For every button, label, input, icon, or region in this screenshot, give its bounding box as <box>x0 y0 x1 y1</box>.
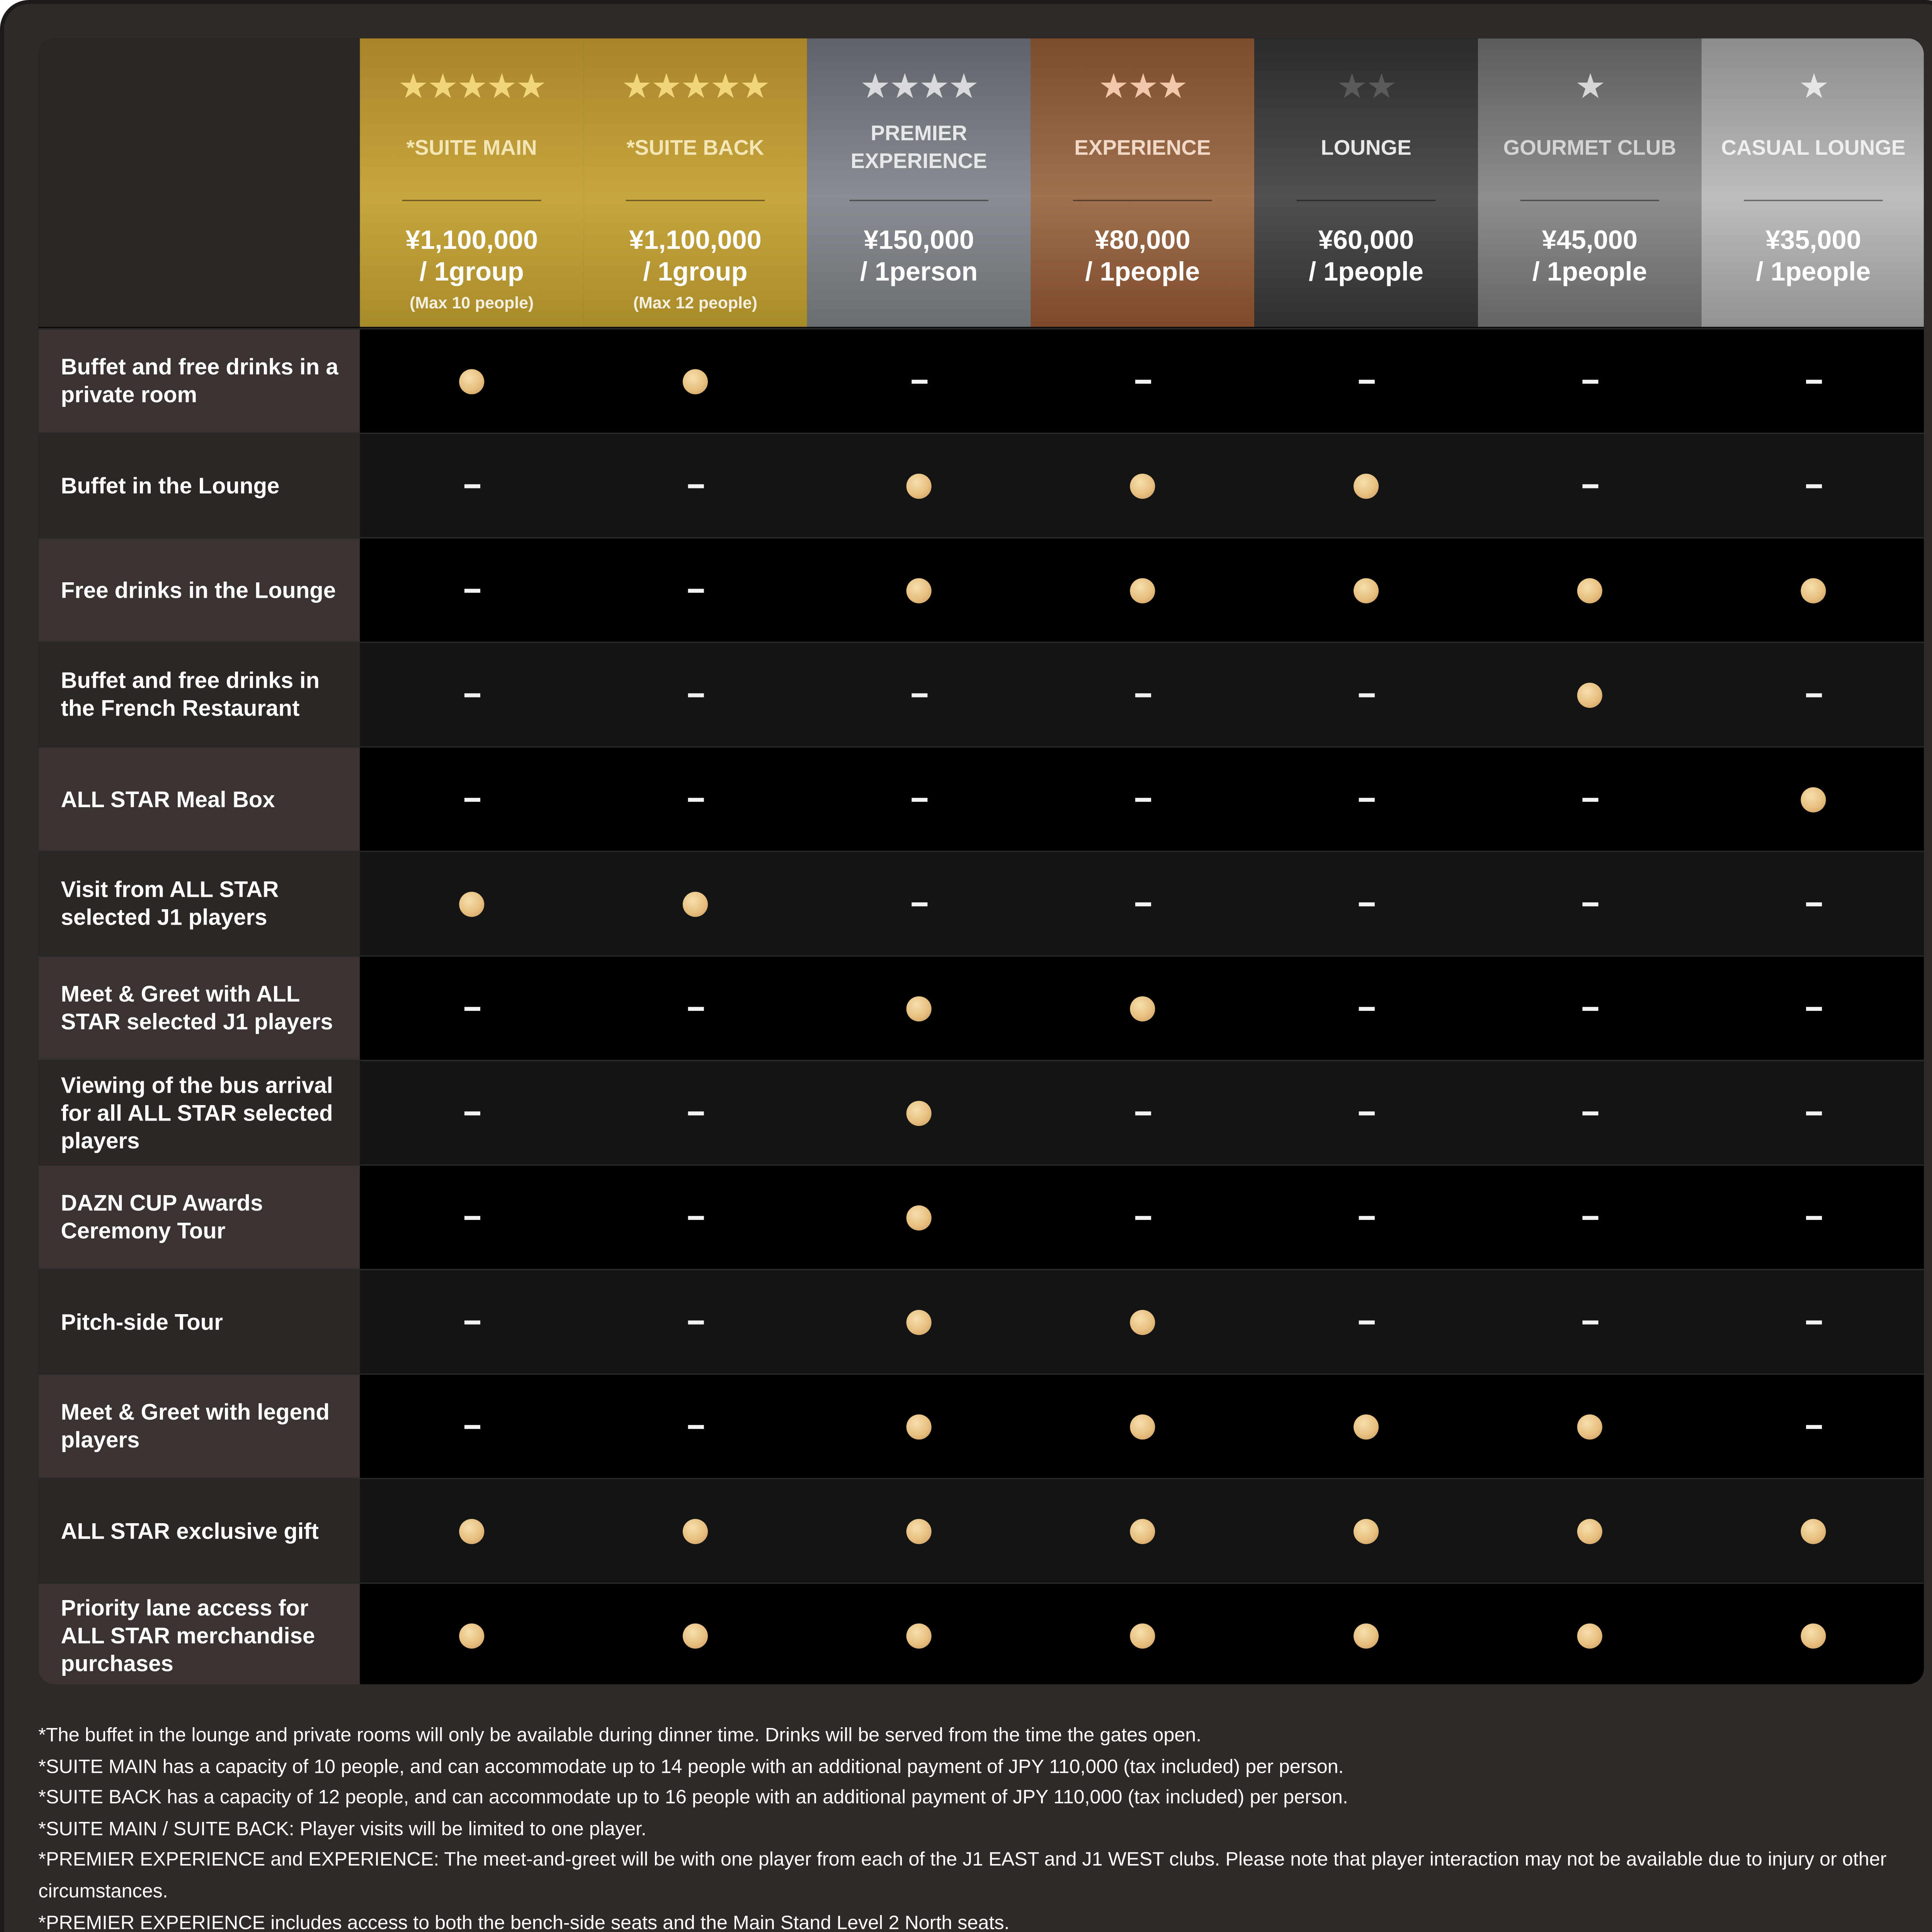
table-cell <box>807 1270 1031 1373</box>
not-included-dash-icon <box>1805 484 1821 488</box>
not-included-dash-icon <box>911 379 927 383</box>
table-cell <box>1478 748 1702 851</box>
table-cell <box>807 643 1031 746</box>
table-cell <box>807 957 1031 1060</box>
not-included-dash-icon <box>1805 693 1821 697</box>
not-included-dash-icon <box>1134 797 1150 801</box>
table-cell <box>583 1061 807 1164</box>
capacity-note: (Max 10 people) <box>410 294 534 313</box>
not-included-dash-icon <box>464 1111 480 1115</box>
table-cell <box>583 1584 807 1684</box>
included-dot-icon <box>683 891 708 916</box>
not-included-dash-icon <box>687 797 703 801</box>
table-cell <box>1254 852 1478 955</box>
column-name: CASUAL LOUNGE <box>1721 137 1906 160</box>
table-cell <box>1478 1375 1702 1478</box>
table-cell <box>807 1584 1031 1684</box>
table-cell <box>807 1375 1031 1478</box>
header-divider <box>1520 200 1659 201</box>
not-included-dash-icon <box>1805 1215 1821 1219</box>
table-cell <box>807 330 1031 433</box>
table-cell <box>360 852 583 955</box>
footnote-line: *SUITE MAIN has a capacity of 10 people, and can accommodate up to 14 people with an additional payment of JPY 110,000 (tax included) per person. <box>38 1756 1344 1778</box>
not-included-dash-icon <box>687 588 703 592</box>
column-name: LOUNGE <box>1321 137 1412 160</box>
not-included-dash-icon <box>1582 797 1598 801</box>
column-header <box>1254 38 1478 327</box>
table-cell <box>583 748 807 851</box>
included-dot-icon <box>1577 682 1602 707</box>
not-included-dash-icon <box>687 484 703 488</box>
table-row <box>38 851 1924 956</box>
column-name: GOURMET CLUB <box>1503 137 1676 160</box>
included-dot-icon <box>1577 1623 1602 1648</box>
column-price <box>1031 225 1254 288</box>
not-included-dash-icon <box>1805 1424 1821 1428</box>
table-cell <box>360 957 583 1060</box>
included-dot-icon <box>683 369 708 394</box>
row-label: Viewing of the bus arrival for all ALL STAR selected players <box>38 1061 360 1164</box>
included-dot-icon <box>1801 1623 1826 1648</box>
table-row <box>38 433 1924 537</box>
row-label: ALL STAR Meal Box <box>38 748 360 851</box>
included-dot-icon <box>1801 1518 1826 1543</box>
price-unit: / 1people <box>1085 258 1200 287</box>
table-cell <box>583 1166 807 1269</box>
table-cell <box>1031 1479 1254 1582</box>
not-included-dash-icon <box>1134 1111 1150 1115</box>
column-header <box>807 38 1031 327</box>
table-cell <box>1031 1166 1254 1269</box>
column-name: EXPERIENCE <box>1074 137 1211 160</box>
column-name: PREMIER EXPERIENCE <box>850 123 987 173</box>
not-included-dash-icon <box>687 1215 703 1219</box>
table-cell <box>1031 539 1254 642</box>
table-cell <box>583 1270 807 1373</box>
table-cell <box>1254 434 1478 537</box>
not-included-dash-icon <box>911 693 927 697</box>
table-cell <box>583 330 807 433</box>
included-dot-icon <box>906 1518 932 1543</box>
column-price <box>360 225 583 288</box>
table-cell <box>1254 539 1478 642</box>
included-dot-icon <box>906 1205 932 1230</box>
price-unit: / 1people <box>1756 258 1871 287</box>
table-cell <box>360 1166 583 1269</box>
row-label: Buffet in the Lounge <box>38 434 360 537</box>
column-header <box>360 38 583 327</box>
included-dot-icon <box>1577 1518 1602 1543</box>
included-dot-icon <box>1354 473 1379 498</box>
included-dot-icon <box>683 1518 708 1543</box>
table-cell <box>1702 1270 1924 1373</box>
not-included-dash-icon <box>1805 379 1821 383</box>
footnote-line: *PREMIER EXPERIENCE and EXPERIENCE: The meet-and-greet will be with one player from each of the J1 EAST and J1 WEST clubs. Please note that player interaction may not be available due to injury or other circumstances. <box>38 1850 1887 1903</box>
table-cell <box>1254 1375 1478 1478</box>
footnote-line: *SUITE MAIN / SUITE BACK: Player visits will be limited to one player. <box>38 1819 646 1840</box>
table-cell <box>583 434 807 537</box>
table-cell <box>1254 1270 1478 1373</box>
price-amount: ¥45,000 <box>1542 226 1638 255</box>
table-cell <box>360 1270 583 1373</box>
column-name: *SUITE BACK <box>626 137 764 160</box>
not-included-dash-icon <box>464 797 480 801</box>
table-row <box>38 1582 1924 1684</box>
row-label: Free drinks in the Lounge <box>38 539 360 642</box>
included-dot-icon <box>1354 1414 1379 1439</box>
row-label: Pitch-side Tour <box>38 1270 360 1373</box>
table-cell <box>807 539 1031 642</box>
header-divider <box>626 200 765 201</box>
header-divider <box>402 200 541 201</box>
column-header <box>1478 38 1702 327</box>
row-label: Meet & Greet with legend players <box>38 1375 360 1478</box>
not-included-dash-icon <box>687 1006 703 1010</box>
not-included-dash-icon <box>1358 379 1374 383</box>
not-included-dash-icon <box>911 797 927 801</box>
table-cell <box>1254 1584 1478 1684</box>
table-cell <box>807 852 1031 955</box>
table-row <box>38 642 1924 747</box>
table-row <box>38 1164 1924 1269</box>
table-cell <box>1702 643 1924 746</box>
not-included-dash-icon <box>1582 1111 1598 1115</box>
table-cell <box>1031 852 1254 955</box>
price-unit: / 1group <box>643 258 748 287</box>
not-included-dash-icon <box>1358 797 1374 801</box>
column-name: *SUITE MAIN <box>406 137 537 160</box>
not-included-dash-icon <box>1582 1320 1598 1324</box>
not-included-dash-icon <box>1582 1006 1598 1010</box>
included-dot-icon <box>1130 996 1155 1021</box>
star-rating-icon: ★★★★ <box>860 67 978 107</box>
table-cell <box>360 539 583 642</box>
table-cell <box>807 1061 1031 1164</box>
not-included-dash-icon <box>464 588 480 592</box>
price-unit: / 1group <box>419 258 524 287</box>
row-label: Buffet and free drinks in the French Restaurant <box>38 643 360 746</box>
included-dot-icon <box>1130 1414 1155 1439</box>
included-dot-icon <box>459 891 484 916</box>
price-amount: ¥1,100,000 <box>405 226 538 255</box>
table-cell <box>1702 1479 1924 1582</box>
included-dot-icon <box>459 1623 484 1648</box>
table-cell <box>583 643 807 746</box>
included-dot-icon <box>1577 1414 1602 1439</box>
not-included-dash-icon <box>1582 1215 1598 1219</box>
footnote-line: *PREMIER EXPERIENCE includes access to both the bench-side seats and the Main Stand Level 2 North seats. <box>38 1912 1010 1932</box>
table-cell <box>807 748 1031 851</box>
table-cell <box>1478 330 1702 433</box>
not-included-dash-icon <box>1805 1111 1821 1115</box>
footnote-line: *SUITE BACK has a capacity of 12 people, and can accommodate up to 16 people with an additional payment of JPY 110,000 (tax included) per person. <box>38 1787 1348 1809</box>
not-included-dash-icon <box>687 693 703 697</box>
not-included-dash-icon <box>1358 1215 1374 1219</box>
not-included-dash-icon <box>464 1006 480 1010</box>
column-price <box>1254 225 1478 288</box>
not-included-dash-icon <box>1358 1006 1374 1010</box>
table-cell <box>583 957 807 1060</box>
column-header <box>583 38 807 327</box>
not-included-dash-icon <box>464 1215 480 1219</box>
not-included-dash-icon <box>1805 1320 1821 1324</box>
table-cell <box>1031 1375 1254 1478</box>
table-cell <box>583 1375 807 1478</box>
table-cell <box>360 1479 583 1582</box>
table-cell <box>1478 1061 1702 1164</box>
not-included-dash-icon <box>1582 902 1598 906</box>
table-cell <box>1031 1061 1254 1164</box>
price-amount: ¥1,100,000 <box>629 226 762 255</box>
table-cell <box>1702 852 1924 955</box>
table-cell <box>1478 1270 1702 1373</box>
included-dot-icon <box>906 578 932 603</box>
included-dot-icon <box>1801 787 1826 812</box>
not-included-dash-icon <box>1358 902 1374 906</box>
included-dot-icon <box>1130 473 1155 498</box>
row-label: Buffet and free drinks in a private room <box>38 330 360 433</box>
header-divider <box>1744 200 1883 201</box>
table-cell <box>1702 539 1924 642</box>
table-cell <box>360 434 583 537</box>
not-included-dash-icon <box>687 1111 703 1115</box>
price-unit: / 1person <box>860 258 978 287</box>
table-cell <box>1254 748 1478 851</box>
included-dot-icon <box>1354 578 1379 603</box>
not-included-dash-icon <box>1358 693 1374 697</box>
column-price <box>583 225 807 288</box>
table-cell <box>1478 539 1702 642</box>
header-divider <box>1073 200 1212 201</box>
column-price <box>807 225 1031 288</box>
table-cell <box>807 1166 1031 1269</box>
not-included-dash-icon <box>1582 379 1598 383</box>
not-included-dash-icon <box>1134 693 1150 697</box>
table-cell <box>1702 1061 1924 1164</box>
table-cell <box>1478 1166 1702 1269</box>
table-cell <box>1702 1375 1924 1478</box>
table-cell <box>1478 1584 1702 1684</box>
table-row <box>38 537 1924 642</box>
row-label: Meet & Greet with ALL STAR selected J1 players <box>38 957 360 1060</box>
not-included-dash-icon <box>687 1424 703 1428</box>
included-dot-icon <box>906 1414 932 1439</box>
table-row <box>38 955 1924 1060</box>
table-cell <box>360 748 583 851</box>
footnote-line: *The buffet in the lounge and private rooms will only be available during dinner time. Drinks will be served from the time the gates open. <box>38 1725 1202 1747</box>
header-divider <box>1297 200 1436 201</box>
table-cell <box>1702 330 1924 433</box>
included-dot-icon <box>1130 578 1155 603</box>
table-corner <box>38 38 360 327</box>
table-cell <box>1702 748 1924 851</box>
table-cell <box>583 852 807 955</box>
table-cell <box>360 643 583 746</box>
included-dot-icon <box>1130 1518 1155 1543</box>
not-included-dash-icon <box>464 1320 480 1324</box>
table-cell <box>1478 1479 1702 1582</box>
table-cell <box>1254 1166 1478 1269</box>
not-included-dash-icon <box>464 693 480 697</box>
row-label: Priority lane access for ALL STAR merchandise purchases <box>38 1584 360 1684</box>
table-cell <box>807 1479 1031 1582</box>
star-rating-icon: ★★★ <box>1098 67 1187 107</box>
comparison-table <box>38 38 1924 1684</box>
included-dot-icon <box>459 1518 484 1543</box>
table-cell <box>1254 330 1478 433</box>
included-dot-icon <box>459 369 484 394</box>
table-cell <box>1478 852 1702 955</box>
star-rating-icon: ★ <box>1798 67 1828 107</box>
price-amount: ¥35,000 <box>1765 226 1861 255</box>
not-included-dash-icon <box>1582 484 1598 488</box>
table-cell <box>1478 957 1702 1060</box>
not-included-dash-icon <box>687 1320 703 1324</box>
footnotes <box>38 1721 1930 1932</box>
not-included-dash-icon <box>464 484 480 488</box>
table-cell <box>807 434 1031 537</box>
price-amount: ¥80,000 <box>1095 226 1190 255</box>
table-row <box>38 328 1924 433</box>
star-rating-icon: ★★★★★ <box>621 67 769 107</box>
price-unit: / 1people <box>1309 258 1423 287</box>
included-dot-icon <box>1354 1518 1379 1543</box>
table-cell <box>1031 330 1254 433</box>
table-cell <box>583 539 807 642</box>
capacity-note: (Max 12 people) <box>633 294 757 313</box>
table-cell <box>1031 434 1254 537</box>
not-included-dash-icon <box>1134 902 1150 906</box>
table-cell <box>360 1061 583 1164</box>
included-dot-icon <box>906 1100 932 1125</box>
column-price <box>1702 225 1924 288</box>
table-cell <box>1702 957 1924 1060</box>
table-cell <box>1702 1584 1924 1684</box>
table-cell <box>1031 643 1254 746</box>
table-cell <box>1254 1061 1478 1164</box>
table-cell <box>1702 1166 1924 1269</box>
not-included-dash-icon <box>1805 1006 1821 1010</box>
included-dot-icon <box>1801 578 1826 603</box>
table-row <box>38 1060 1924 1165</box>
price-amount: ¥150,000 <box>864 226 974 255</box>
table-cell <box>1031 1270 1254 1373</box>
table-row <box>38 1373 1924 1478</box>
table-cell <box>1254 643 1478 746</box>
not-included-dash-icon <box>1358 1320 1374 1324</box>
table-cell <box>583 1479 807 1582</box>
header-divider <box>849 200 988 201</box>
included-dot-icon <box>1130 1623 1155 1648</box>
table-row <box>38 746 1924 851</box>
not-included-dash-icon <box>1358 1111 1374 1115</box>
star-rating-icon: ★★ <box>1337 67 1396 107</box>
table-cell <box>360 330 583 433</box>
not-included-dash-icon <box>1134 1215 1150 1219</box>
column-header <box>1702 38 1924 327</box>
not-included-dash-icon <box>1805 902 1821 906</box>
price-amount: ¥60,000 <box>1318 226 1414 255</box>
row-label: ALL STAR exclusive gift <box>38 1479 360 1582</box>
star-rating-icon: ★★★★★ <box>398 67 546 107</box>
included-dot-icon <box>683 1623 708 1648</box>
table-cell <box>1031 957 1254 1060</box>
included-dot-icon <box>1130 1309 1155 1334</box>
table-row <box>38 1478 1924 1583</box>
row-label: Visit from ALL STAR selected J1 players <box>38 852 360 955</box>
included-dot-icon <box>906 473 932 498</box>
table-cell <box>1031 1584 1254 1684</box>
column-header <box>1031 38 1254 327</box>
table-cell <box>1702 434 1924 537</box>
included-dot-icon <box>1577 578 1602 603</box>
not-included-dash-icon <box>911 902 927 906</box>
table-cell <box>360 1375 583 1478</box>
table-cell <box>1478 434 1702 537</box>
table-cell <box>360 1584 583 1684</box>
table-cell <box>1254 1479 1478 1582</box>
table-row <box>38 1269 1924 1374</box>
price-unit: / 1people <box>1532 258 1647 287</box>
table-cell <box>1254 957 1478 1060</box>
included-dot-icon <box>906 996 932 1021</box>
table-cell <box>1478 643 1702 746</box>
table-cell <box>1031 748 1254 851</box>
star-rating-icon: ★ <box>1575 67 1605 107</box>
row-label: DAZN CUP Awards Ceremony Tour <box>38 1166 360 1269</box>
column-price <box>1478 225 1702 288</box>
included-dot-icon <box>1354 1623 1379 1648</box>
not-included-dash-icon <box>1134 379 1150 383</box>
included-dot-icon <box>906 1309 932 1334</box>
not-included-dash-icon <box>464 1424 480 1428</box>
included-dot-icon <box>906 1623 932 1648</box>
